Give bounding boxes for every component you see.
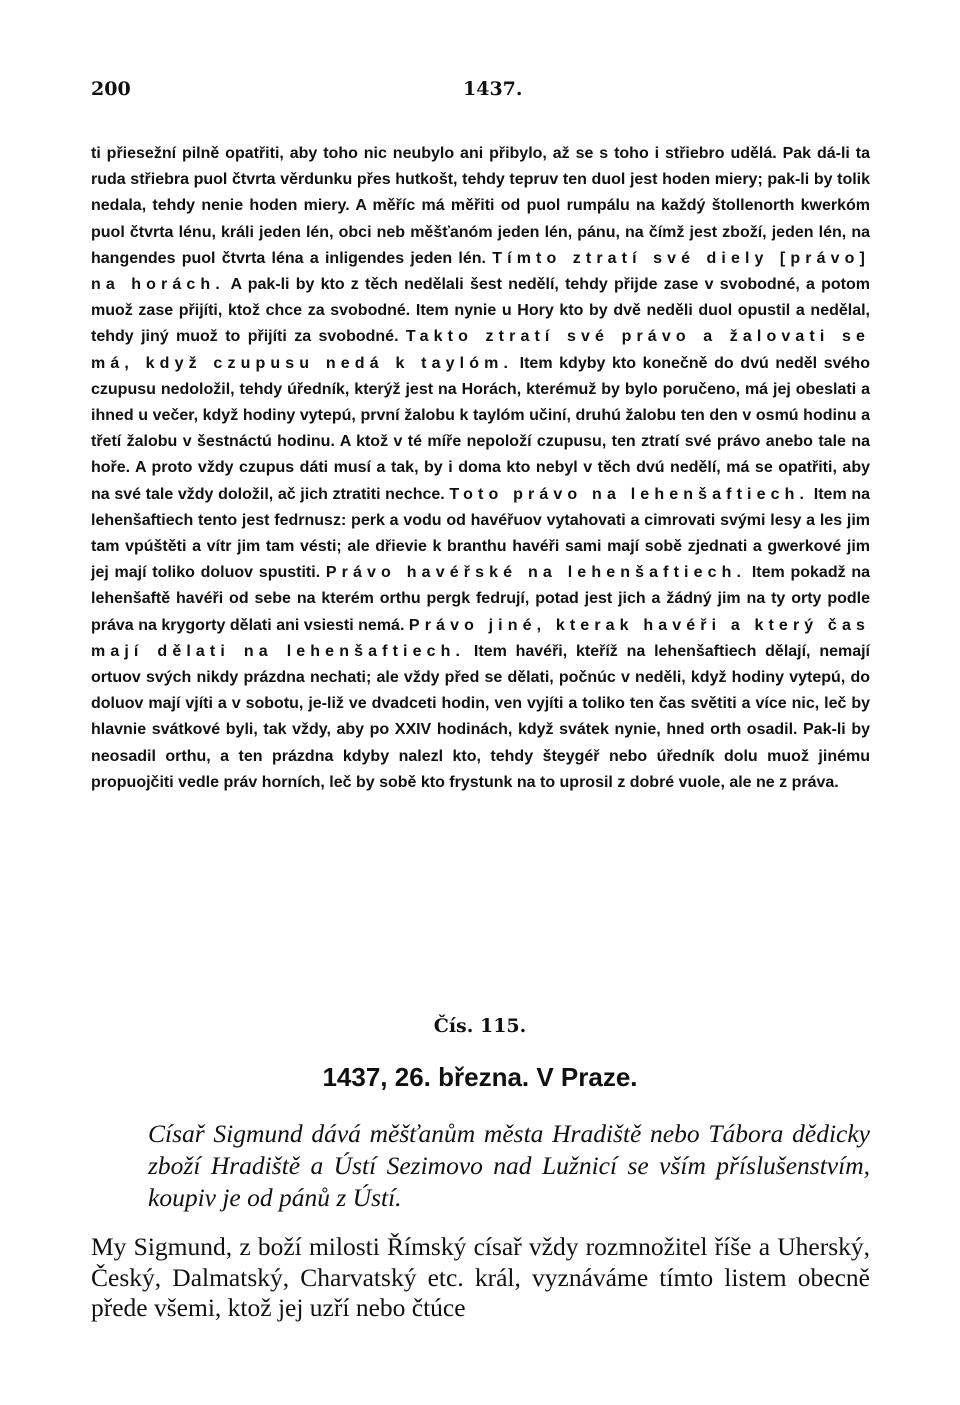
spaced-heading: Takto ztratí své právo a žalovati se má, když czupusu nedá k taylóm. [91, 328, 870, 372]
body-text: Item havéři, kteříž na lehenšaftiech dělají, nemají ortuov svých nikdy prázdna nechati; ale vždy před se dělati, počnúc v neděli, když hodiny vytepú, do doluov mají vjíti a v sobotu, je-liž ve dvadceti hodin, ven vyjíti a toliko ten čas světiti a více nic, leč by hlavnie svátkové byli, tak vždy, aby po XXIV hodinách, když svátek nynie, hned orth osadil. Pak-li by neosadil orthu, a ten prázdna kdyby nalezl kto, tehdy šteygéř nebo úředník dolu muož jinému propuojčiti vedle práv horních, leč by sobě kto frystunk na to uprosil z dobré vuole, ale ne z práva. [91, 642, 871, 791]
document-number: Čís. 115. [433, 1015, 527, 1037]
spaced-heading: Právo jiné, kterak havéři a který čas mají dělati na lehenšaftiech. [91, 616, 870, 660]
body-text: Item na lehenšaftiech tento jest fedrnusz: perk a vodu od havéřuov vytahovati a cimrovati svými lesy a les jim tam vpúštěti a vítr jim tam vésti; ale dřievie k branthu havéři sami mají sobě zjednati a gwerkové jim jej mají toliko doluov spustiti. [91, 485, 870, 582]
body-text: ti přiesežní pilně opatřiti, aby toho nic neubylo ani přibylo, až se s toho i střiebro udělá. Pak dá-li ta ruda střiebra puol čtvrta věrdunku přes hutkošt, tehdy tepruv ten duol jest hoden miery; pak-li by tolik nedala, tehdy nenie hoden miery. A měříc má měřiti od puol rumpálu na každý štollenorth kwerkóm puol čtvrta lénu, králi jeden lén, obci neb měšťanóm jeden lén, pánu, na čímž jest zboží, jeden lén, na hangendes puol čtvrta léna a inligendes jeden lén. [91, 145, 870, 267]
document-date: 1437, 26. března. V Praze. [322, 1062, 638, 1092]
document-regest: Císař Sigmund dává měšťanům města Hradiště nebo Tábora dědicky zboží Hradiště a Ústí Sezimovo nad Lužnicí se vším příslušenstvím, koupiv je od pánů z Ústí. [148, 1119, 870, 1212]
body-text: A pak-li by kto z těch nedělali šest nedělí, tehdy přijde zase v svobodné, a potom muož zase přijíti, ktož chce za svobodné. Item nynie u Hory kto by dvě neděli duol opustil a nedělal, tehdy jiný muož to přijíti za svobodné. [91, 276, 871, 346]
page-number: 200 [91, 78, 131, 100]
body-text: Item kdyby kto konečně do dvú neděl svého czupusu nedoložil, tehdy úředník, kterýž jest na Horách, kterémuž by bylo poručeno, má jej obeslati a ihned u večer, když hodiny vytepú, první žalobu k taylóm učiní, druhú žalobu ten den v osmú hodinu a třetí žalobu v šestnáctú hodinu. A ktož v té míře nepoloží czupusu, ten ztratí své právo anebo tale na hoře. A proto vždy czupus dáti musí a tak, by i doma kto nebyl v těch dvú nedělí, má se opatřiti, aby na své tale vždy doložil, ač jich ztratiti nechce. [91, 354, 870, 503]
main-text-block [91, 141, 870, 796]
running-head [91, 78, 531, 108]
main-paragraph [91, 141, 870, 796]
body-text: Item pokadž na lehenšaftě havéři od sebe na kterém orthu pergk fedrují, potad jest jich a žádný jim na ty orty podle práva na krygorty dělati ani vsiesti nemá. [91, 564, 870, 634]
running-head-year: 1437. [463, 78, 523, 100]
document-text: My Sigmund, z boží milosti Římský císař vždy rozmnožitel říše a Uherský, Český, Dalmatský, Charvatský etc. král, vyznáváme tímto listem obecně přede všemi, ktož jej uzří nebo čtúce [91, 1232, 870, 1322]
spaced-heading: Právo havéřské na lehenšaftiech. [325, 564, 747, 582]
spaced-heading: Toto právo na lehenšaftiech. [449, 485, 810, 503]
spaced-heading: Tímto ztratí své diely [právo] na horách. [91, 249, 871, 294]
